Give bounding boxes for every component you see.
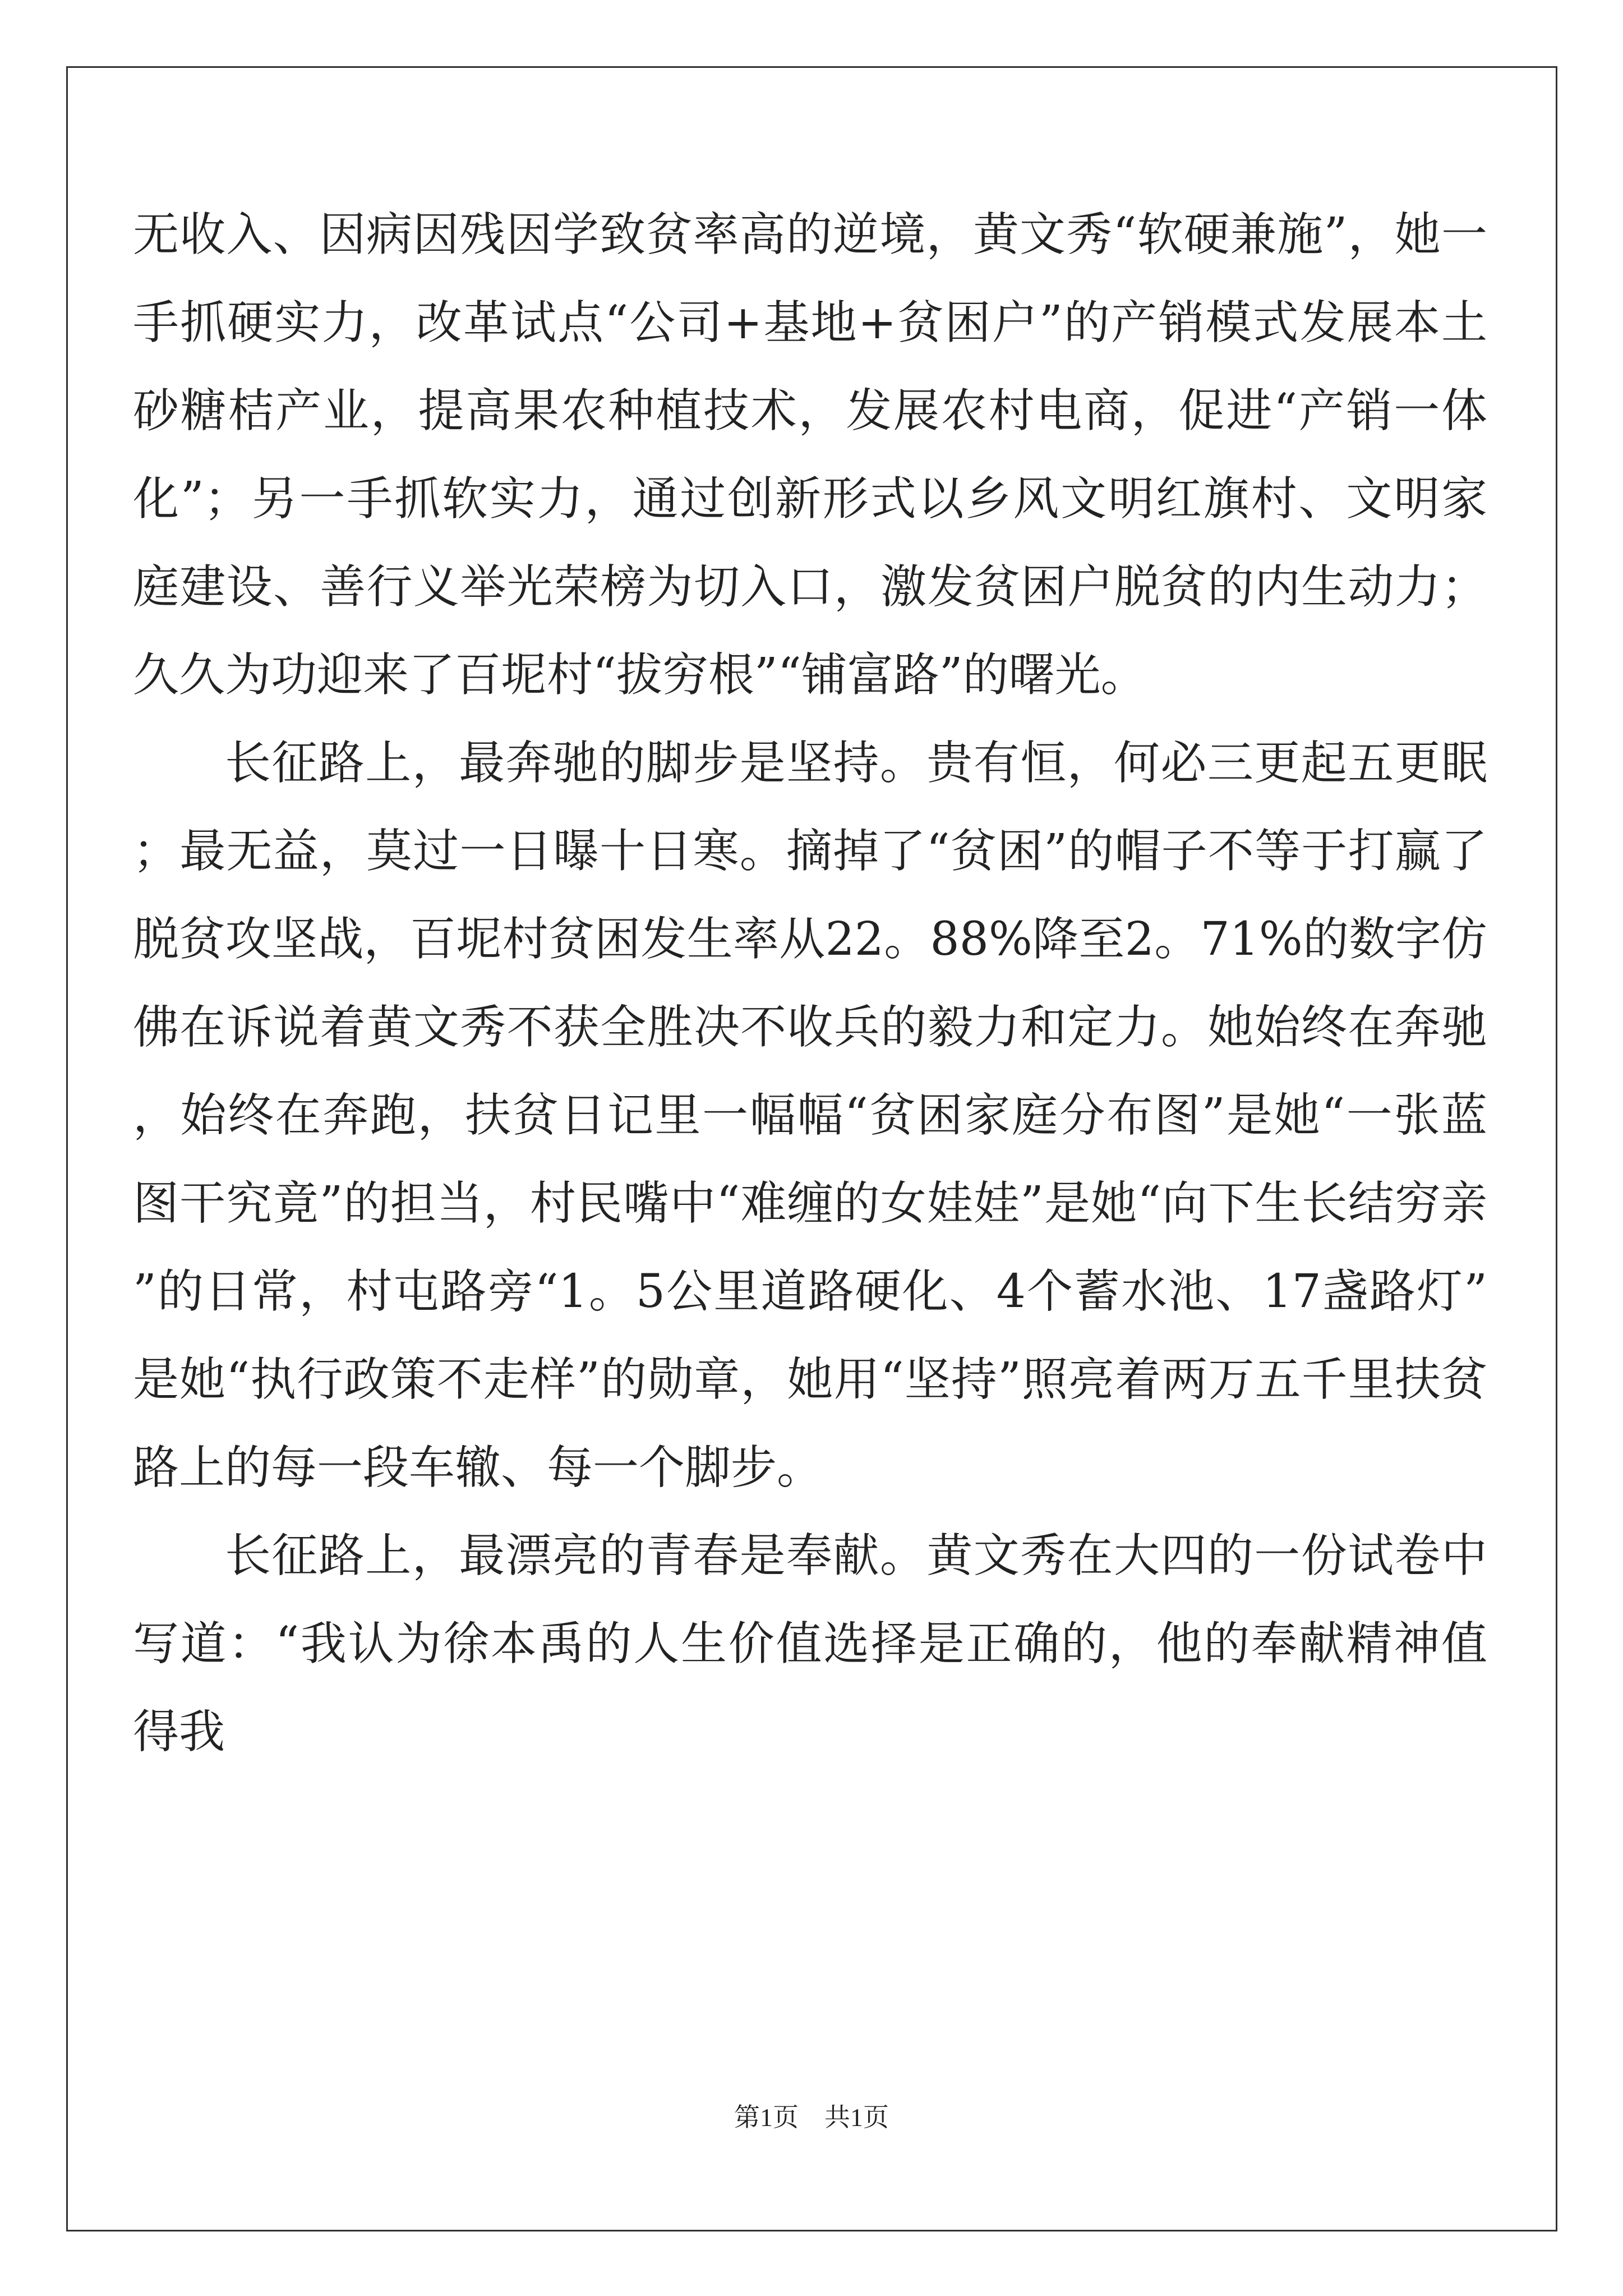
page-number: 第1页 [734,2103,799,2132]
page-footer [0,2097,1623,2134]
document-body [133,191,1487,1776]
paragraph-1: 无收入、因病因残因学致贫率高的逆境，黄文秀“软硬兼施”，她一手抓硬实力，改革试点“公司+基地+贫困户”的产销模式发展本土砂糖桔产业，提高果农种植技术，发展农村电商，促进“产销一体化”；另一手抓软实力，通过创新形式以乡风文明红旗村、文明家庭建设、善行义举光荣榜为切入口，激发贫困户脱贫的内生动力；久久为功迎来了百坭村“拔穷根”“铺富路”的曙光。 [133,208,1487,702]
paragraph-2: 长征路上，最奔驰的脚步是坚持。贵有恒，何必三更起五更眠；最无益，莫过一日曝十日寒。摘掉了“贫困”的帽子不等于打赢了脱贫攻坚战，百坭村贫困发生率从22。88%降至2。71%的数字仿佛在诉说着黄文秀不获全胜决不收兵的毅力和定力。她始终在奔驰，始终在奔跑，扶贫日记里一幅幅“贫困家庭分布图”是她“一张蓝图干究竟”的担当，村民嘴中“难缠的女娃娃”是她“向下生长结穷亲”的日常，村屯路旁“1。5公里道路硬化、4个蓄水池、17盏路灯”是她“执行政策不走样”的勋章，她用“坚持”照亮着两万五千里扶贫路上的每一段车辙、每一个脚步。 [133,737,1487,1494]
paragraph-3: 长征路上，最漂亮的青春是奉献。黄文秀在大四的一份试卷中写道：“我认为徐本禹的人生价值选择是正确的，他的奉献精神值得我 [133,1529,1487,1759]
page-total: 共1页 [824,2103,889,2132]
